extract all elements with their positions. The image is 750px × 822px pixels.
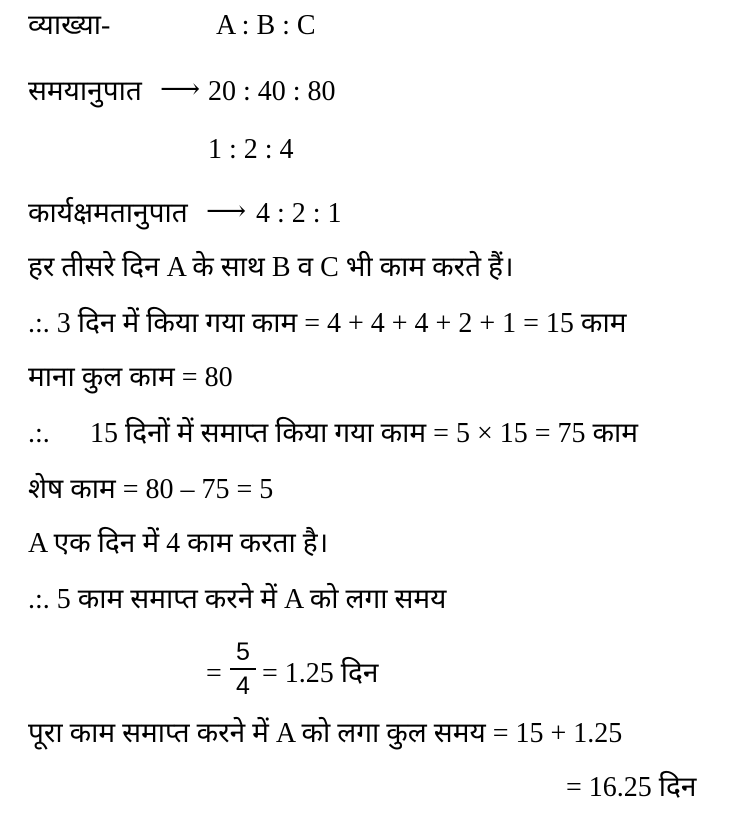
efficiency-ratio-label: कार्यक्षमतानुपात [28, 198, 188, 229]
every-third-day-text: हर तीसरे दिन A के साथ B व C भी काम करते हैं। [28, 252, 514, 283]
ratio-header: A : B : C [216, 10, 316, 41]
remaining-work-text: शेष काम = 80 – 75 = 5 [28, 474, 274, 505]
time-ratio-arrow: ⟶ [160, 74, 201, 105]
efficiency-ratio-arrow: ⟶ [206, 196, 247, 227]
fraction-denominator: 4 [236, 672, 250, 700]
time-ratio-value: 20 : 40 : 80 [208, 76, 336, 107]
therefore-symbol: .:. [28, 418, 50, 449]
fraction-equals-sign: = [206, 658, 222, 689]
time-ratio-label: समयानुपात [28, 76, 142, 107]
fraction-result-text: = 1.25 दिन [262, 658, 379, 689]
work-in-15-days-text: 15 दिनों में समाप्त किया गया काम = 5 × 15 = 75 काम [90, 418, 639, 449]
final-answer-text: = 16.25 दिन [566, 772, 697, 803]
a-daily-work-text: A एक दिन में 4 काम करता है। [28, 528, 329, 559]
fraction-5-over-4 [230, 638, 256, 700]
fraction-numerator: 5 [236, 638, 250, 666]
assume-total-work-text: माना कुल काम = 80 [28, 362, 233, 393]
total-time-text: पूरा काम समाप्त करने में A को लगा कुल समय = 15 + 1.25 [28, 718, 623, 749]
time-ratio-simplified: 1 : 2 : 4 [208, 134, 294, 165]
time-for-5-work-text: .:. 5 काम समाप्त करने में A को लगा समय [28, 584, 447, 615]
explanation-label: व्याख्या- [28, 10, 111, 41]
efficiency-ratio-value: 4 : 2 : 1 [256, 198, 342, 229]
work-in-3-days-text: .:. 3 दिन में किया गया काम = 4 + 4 + 4 + 2 + 1 = 15 काम [28, 308, 627, 339]
fraction-bar [230, 668, 256, 670]
